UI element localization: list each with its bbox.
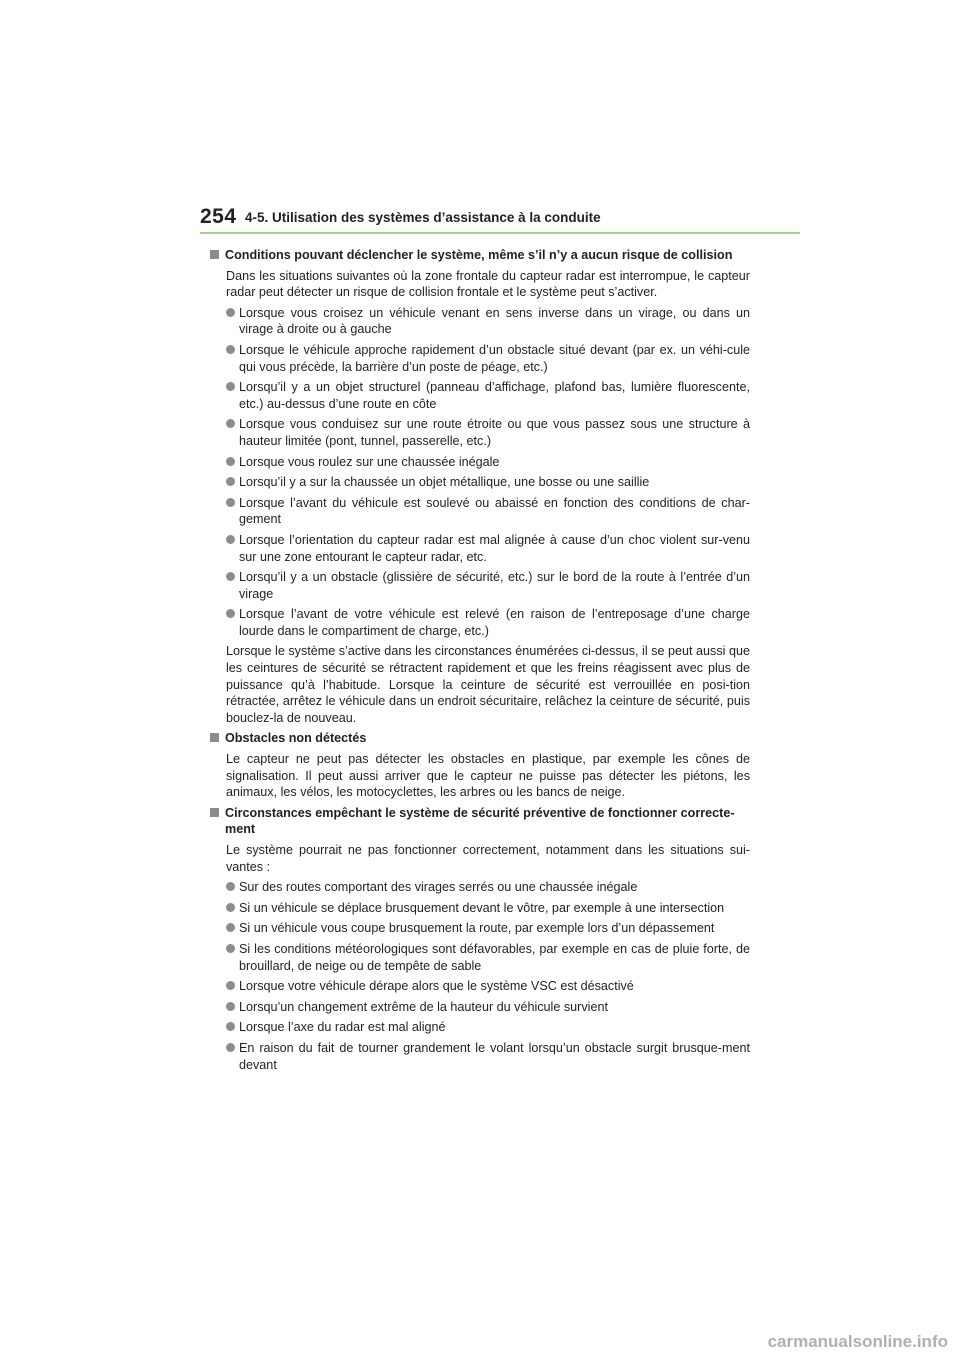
list-item: Lorsque l’orientation du capteur radar est mal alignée à cause d’un choc violent sur-venu sur une zone entourant le capteur radar, etc. — [226, 532, 750, 565]
circle-bullet-icon — [226, 498, 235, 507]
page-header — [200, 205, 800, 235]
list-item: Lorsque vous roulez sur une chaussée inégale — [226, 454, 750, 471]
list-item: Lorsqu’un changement extrême de la hauteur du véhicule survient — [226, 999, 750, 1016]
list-item: Lorsqu’il y a un objet structurel (panneau d’affichage, plafond bas, lumière fluorescente, etc.) au-dessus d’une route en côte — [226, 379, 750, 412]
section-heading: Circonstances empêchant le système de sécurité préventive de fonctionner correcte-ment — [210, 805, 750, 838]
paragraph: Lorsque le système s’active dans les circonstances énumérées ci-dessus, il se peut aussi que les ceintures de sécurité se rétractent rapidement et que les freins réagissent avec plus de puissance qu’à l’habitude. Lorsque la ceinture de sécurité est verrouillée en posi-tion rétractée, arrêtez le véhicule dans un endroit sécuritaire, relâchez la ceinture de sécurité, puis bouclez-la de nouveau. — [226, 644, 750, 725]
circle-bullet-icon — [226, 923, 235, 932]
list-item: Lorsqu’il y a sur la chaussée un objet métallique, une bosse ou une saillie — [226, 474, 750, 491]
square-bullet-icon — [210, 808, 219, 817]
circle-bullet-icon — [226, 944, 235, 953]
list-item: Lorsque vous croisez un véhicule venant en sens inverse dans un virage, ou dans un virage à droite ou à gauche — [226, 305, 750, 338]
list-item: Si les conditions météorologiques sont défavorables, par exemple en cas de pluie forte, de brouillard, de neige ou de tempête de sable — [226, 941, 750, 974]
square-bullet-icon — [210, 733, 219, 742]
circle-bullet-icon — [226, 457, 235, 466]
circle-bullet-icon — [226, 419, 235, 428]
section-heading: Conditions pouvant déclencher le système, même s’il n’y a aucun risque de collision — [210, 247, 750, 264]
circle-bullet-icon — [226, 572, 235, 581]
circle-bullet-icon — [226, 981, 235, 990]
list-item: Lorsque l’axe du radar est mal aligné — [226, 1019, 750, 1036]
section-title: 4-5. Utilisation des systèmes d’assistance à la conduite — [245, 210, 601, 225]
circle-bullet-icon — [226, 345, 235, 354]
paragraph: Le capteur ne peut pas détecter les obstacles en plastique, par exemple les cônes de signalisation. Il peut aussi arriver que le capteur ne puisse pas détecter les piétons, les animaux, les vélos, les motocyclettes, les arbres ou les bancs de neige. — [226, 752, 750, 800]
circle-bullet-icon — [226, 477, 235, 486]
list-item: Lorsque l’avant du véhicule est soulevé ou abaissé en fonction des conditions de char-gement — [226, 495, 750, 528]
paragraph: Le système pourrait ne pas fonctionner correctement, notamment dans les situations sui-vantes : — [226, 843, 750, 874]
circle-bullet-icon — [226, 903, 235, 912]
list-item: En raison du fait de tourner grandement le volant lorsqu’un obstacle surgit brusque-ment devant — [226, 1040, 750, 1073]
square-bullet-icon — [210, 250, 219, 259]
circle-bullet-icon — [226, 1043, 235, 1052]
list-item: Lorsque le véhicule approche rapidement d’un obstacle situé devant (par ex. un véhi-cule qui vous précède, la barrière d’un poste de péage, etc.) — [226, 342, 750, 375]
list-item: Sur des routes comportant des virages serrés ou une chaussée inégale — [226, 879, 750, 896]
paragraph: Dans les situations suivantes où la zone frontale du capteur radar est interrompue, le capteur radar peut détecter un risque de collision frontale et le système peut s’activer. — [226, 268, 750, 300]
circle-bullet-icon — [226, 1022, 235, 1031]
list-item: Lorsqu’il y a un obstacle (glissière de sécurité, etc.) sur le bord de la route à l’entrée d’un virage — [226, 569, 750, 602]
list-item: Si un véhicule vous coupe brusquement la route, par exemple lors d’un dépassement — [226, 920, 750, 937]
list-item: Lorsque votre véhicule dérape alors que le système VSC est désactivé — [226, 978, 750, 995]
circle-bullet-icon — [226, 1002, 235, 1011]
circle-bullet-icon — [226, 382, 235, 391]
page-number: 254 — [200, 205, 237, 228]
list-item: Si un véhicule se déplace brusquement devant le vôtre, par exemple à une intersection — [226, 900, 750, 917]
watermark: carmanualsonline.info — [767, 1332, 948, 1351]
list-item: Lorsque vous conduisez sur une route étroite ou que vous passez sous une structure à hauteur limitée (pont, tunnel, passerelle, etc.) — [226, 416, 750, 449]
circle-bullet-icon — [226, 308, 235, 317]
header-rule — [200, 232, 800, 234]
circle-bullet-icon — [226, 609, 235, 618]
page-content — [210, 243, 750, 1077]
circle-bullet-icon — [226, 535, 235, 544]
circle-bullet-icon — [226, 882, 235, 891]
list-item: Lorsque l’avant de votre véhicule est relevé (en raison de l’entreposage d’une charge lourde dans le compartiment de charge, etc.) — [226, 606, 750, 639]
section-heading: Obstacles non détectés — [210, 730, 750, 747]
